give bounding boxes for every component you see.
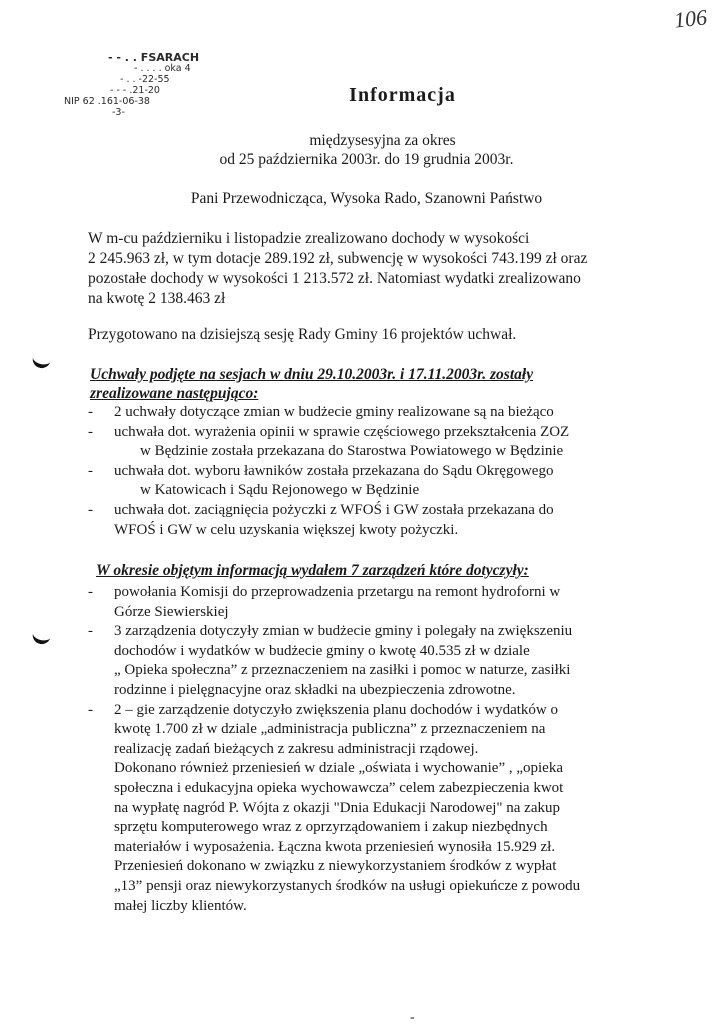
stamp-line: -3-	[112, 107, 125, 118]
item-line: 3 zarządzenia dotyczyły zmian w budżecie gminy i polegały na zwiększeniu	[114, 623, 573, 640]
page-number: 106	[672, 4, 709, 33]
bullet-dash: -	[88, 584, 93, 600]
item-line: kwotę 1.700 zł w dziale „administracja publiczna” z przeznaczeniem na	[114, 721, 546, 738]
list-item	[88, 462, 663, 501]
item-line: rodzinne i pielęgnacyjne oraz składki na ubezpieczenia zdrowotne.	[114, 681, 516, 698]
bullet-dash: -	[88, 501, 93, 518]
item-line: sprzętu komputerowego wraz z oprzyrządowaniem i zakup niezbędnych	[114, 819, 548, 836]
item-line: powołania Komisji do przeprowadzenia przetargu na remont hydroforni w	[114, 584, 561, 600]
paragraph-line: pozostałe dochody w wysokości 1 213.572 zł. Natomiast wydatki zrealizowano	[88, 270, 581, 287]
greeting: Pani Przewodnicząca, Wysoka Rado, Szanowni Państwo	[190, 190, 543, 207]
item-line: Przeniesień dokonano w związku z niewykorzystaniem środków z wypłat	[114, 858, 557, 875]
stamp-line: - - - .21-20	[110, 85, 160, 96]
list-item	[88, 701, 663, 917]
item-line: „ Opieka społeczna” z przeznaczeniem na zasiłki i pomoc w naturze, zasiłki	[114, 662, 571, 679]
stamp-line: - . . -22-55	[120, 74, 170, 85]
item-line: uchwała dot. zaciągnięcia pożyczki z WFOŚ i GW została przekazana do	[114, 501, 554, 518]
list-item	[88, 501, 663, 540]
section1-heading	[90, 365, 650, 403]
subtitle-period-label: międzysesyjna za okres	[309, 132, 456, 149]
item-line: realizację zadań bieżących z zakresu administracji rządowej.	[114, 740, 479, 757]
subtitle-period-dates: od 25 października 2003r. do 19 grudnia 2003r.	[219, 151, 514, 168]
heading-line: zrealizowane następująco:	[90, 385, 259, 402]
bullet-dash: -	[88, 423, 93, 440]
heading-line: Uchwały podjęte na sesjach w dniu 29.10.2003r. i 17.11.2003r. zostały	[90, 366, 534, 383]
bullet-dash: -	[88, 623, 93, 640]
finance-paragraph	[88, 229, 648, 309]
item-line: społeczna i edukacyjna opieka wychowawcza” celem zabezpieczenia kwot	[114, 779, 564, 796]
stamp-line: - - . . FSARACH	[108, 51, 200, 64]
section2-list	[88, 583, 663, 916]
item-line: Dokonano również przeniesień w dziale „oświata i wychowanie” , „opieka	[114, 760, 563, 777]
item-line: w Będzinie została przekazana do Starostwa Powiatowego w Będzinie	[140, 443, 564, 460]
item-line: „13” pensji oraz niewykorzystanych środków na usługi opiekuńcze z powodu	[114, 877, 581, 894]
item-line: materiałów i wyposażenia. Łączna kwota przeniesień wynosiła 15.929 zł.	[114, 838, 556, 855]
margin-mark	[31, 630, 51, 646]
item-line: uchwała dot. wyrażenia opinii w sprawie częściowego przekształcenia ZOZ	[114, 423, 570, 440]
item-line: Górze Siewierskiej	[114, 603, 229, 620]
section1-list	[88, 403, 663, 540]
stamp-line: - . . . . oka 4	[134, 63, 191, 74]
list-item	[88, 622, 663, 700]
stamp-line: NIP 62 .161-06-38	[64, 96, 150, 107]
list-item	[88, 403, 663, 423]
list-item	[88, 423, 663, 462]
paragraph-line: 2 245.963 zł, w tym dotacje 289.192 zł, subwencję w wysokości 743.199 zł oraz	[88, 250, 588, 267]
item-line: WFOŚ i GW w celu uzyskania większej kwoty pożyczki.	[114, 521, 459, 538]
item-line: dochodów i wydatków w budżecie gminy o kwotę 40.535 zł w dziale	[114, 642, 530, 659]
bullet-dash: -	[88, 404, 93, 420]
paragraph-line: W m-cu październiku i listopadzie zrealizowano dochody w wysokości	[88, 230, 530, 247]
bullet-dash: -	[88, 462, 93, 479]
paragraph-line: na kwotę 2 138.463 zł	[88, 290, 226, 307]
projects-paragraph: Przygotowano na dzisiejszą sesję Rady Gminy 16 projektów uchwał.	[88, 326, 517, 343]
margin-mark	[31, 354, 51, 370]
item-line: 2 – gie zarządzenie dotyczyło zwiększenia planu dochodów i wydatków o	[114, 701, 559, 718]
item-line: małej liczby klientów.	[114, 897, 247, 914]
item-line: 2 uchwały dotyczące zmian w budżecie gminy realizowane są na bieżąco	[114, 404, 554, 420]
document-title: Informacja	[349, 84, 456, 106]
list-item	[88, 583, 663, 622]
bullet-dash: -	[88, 701, 93, 718]
item-line: na wypłatę nagród P. Wójta z okazji "Dnia Edukacji Narodowej" na zakup	[114, 799, 560, 816]
item-line: w Katowicach i Sądu Rejonowego w Będzinie	[140, 482, 420, 499]
section2-heading: W okresie objętym informacją wydałem 7 zarządzeń które dotyczyły:	[96, 562, 529, 579]
footer-mark: -	[410, 1010, 415, 1025]
item-line: uchwała dot. wyboru ławników została przekazana do Sądu Okręgowego	[114, 462, 554, 479]
